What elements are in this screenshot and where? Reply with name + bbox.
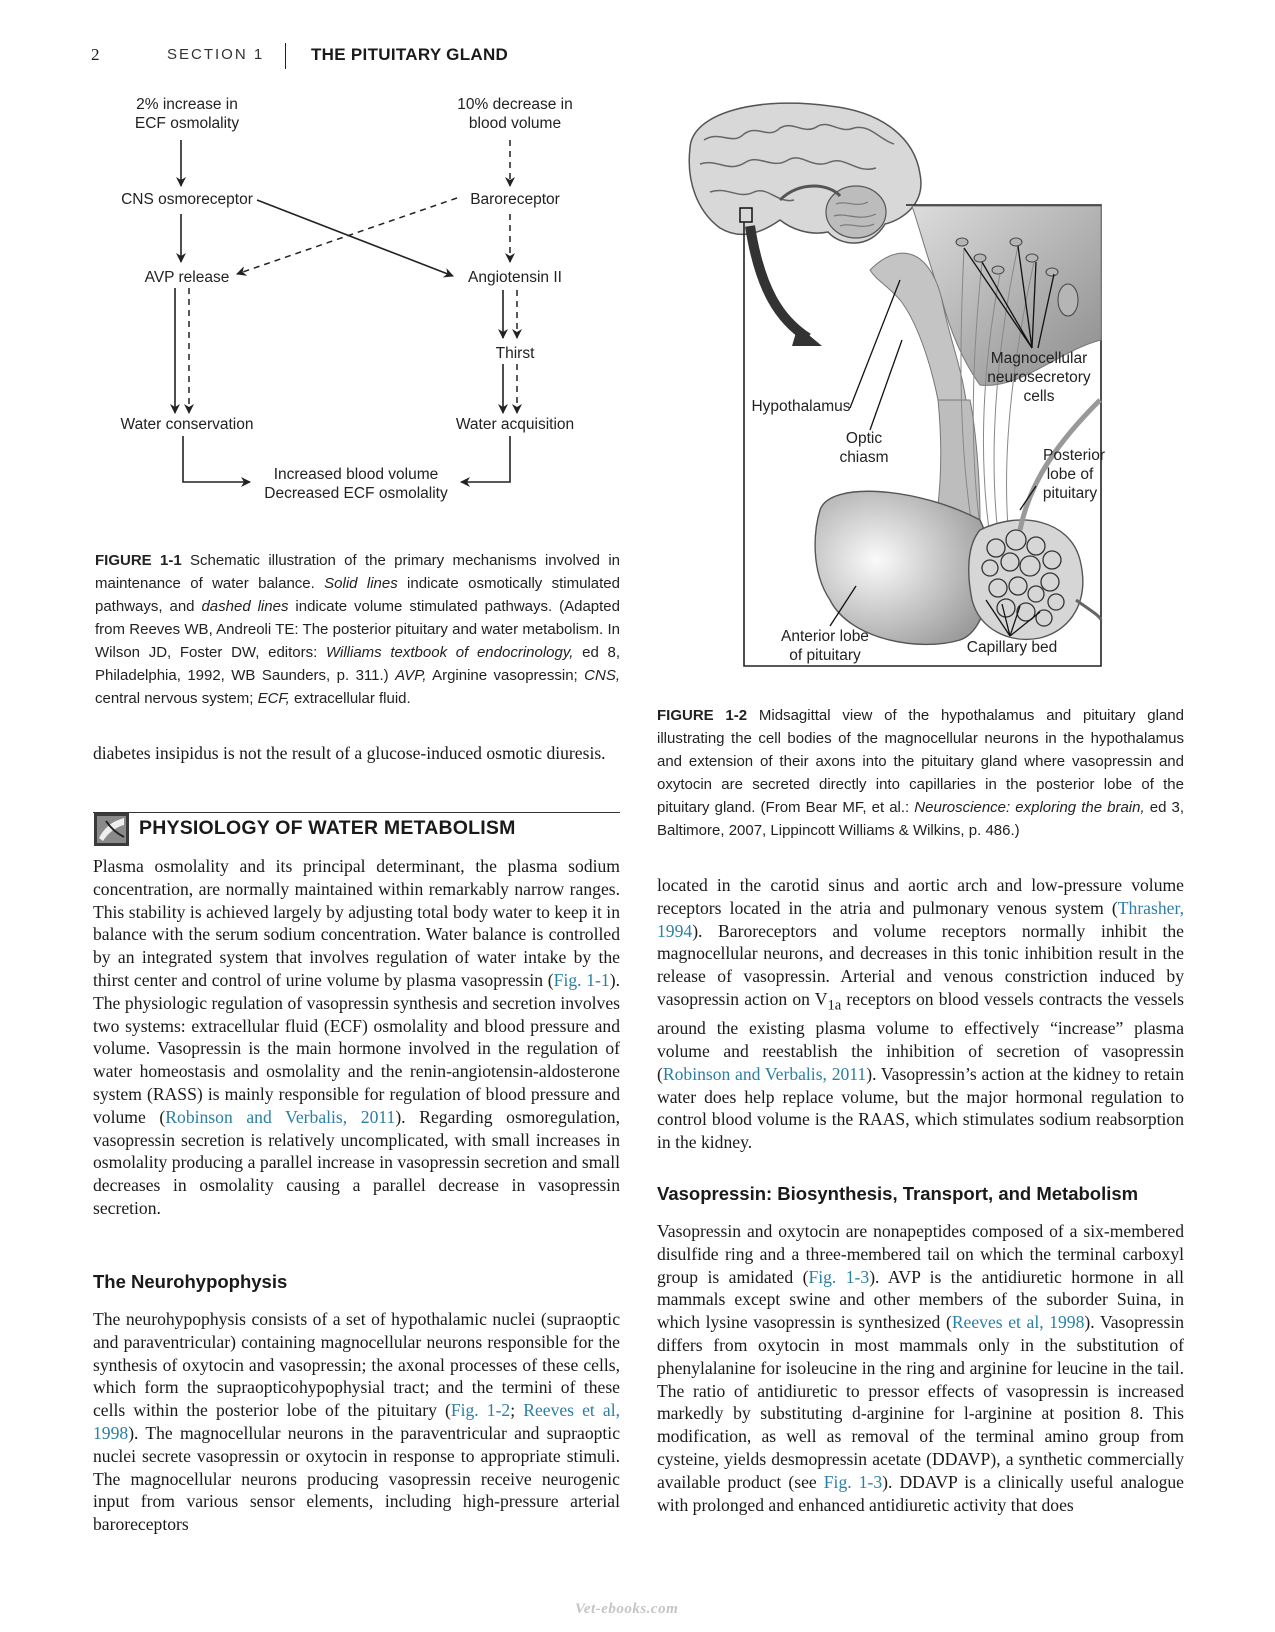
arrow-acq-to-result — [461, 436, 510, 482]
link-fig-1-3[interactable]: Fig. 1-3 — [808, 1266, 870, 1287]
header-divider — [285, 43, 286, 69]
caption-text: central nervous system; — [95, 690, 258, 707]
link-fig-1-2[interactable]: Fig. 1-2 — [450, 1400, 511, 1421]
node-result-line1: Increased blood volume — [273, 466, 439, 483]
label-magnocellular-3: cells — [1023, 388, 1055, 405]
body-text: ). DDAVP is a clinically useful analogue with prolonged and enhanced antidiuretic activity that does — [657, 1471, 1184, 1515]
subscript: 1a — [827, 997, 842, 1014]
node-ecf-line1: 2% increase in — [136, 96, 238, 113]
node-blood-line1: 10% decrease in — [457, 96, 573, 113]
body-text: ). Vasopressin differs from oxytocin in most mammals only in the substitution of phenylalanine for isoleucine in the ring and arginine for leucine in the tail. The ratio of antidiuretic to pressor effects of vasopressin is increased markedly by substituting d-arginine for l-arginine at position 8. This modification, as well as removal of the terminal amino group from cysteine, yields desmopressin acetate (DDAVP), a synthetic commercially available product (see — [657, 1312, 1184, 1492]
caption-book-title: Neuroscience: exploring the brain, — [914, 799, 1145, 816]
caption-text: ed 3, Baltimore, 2007, Lippincott Williams & Wilkins, p. 486.) — [657, 799, 1185, 839]
node-water-conservation: Water conservation — [120, 416, 254, 433]
body-text: ). Regarding osmoregulation, vasopressin secretion is relatively uncomplicated, with small increases in osmolality producing a parallel increase in vasopressin secretion and small decreases in osmolality causing a parallel decrease in vasopressin secretion. — [93, 1106, 621, 1218]
subheading-vasopressin: Vasopressin: Biosynthesis, Transport, and Metabolism — [657, 1183, 1139, 1204]
link-thrasher-1994[interactable]: Thrasher, 1994 — [657, 897, 1184, 941]
label-magnocellular-1: Magnocellular — [990, 350, 1088, 367]
section-label: SECTION 1 — [167, 46, 265, 63]
paragraph-neurohypophysis — [93, 1308, 620, 1536]
caption-abbrev: ECF, — [257, 690, 290, 707]
body-text: ). Vasopressin’s action at the kidney to retain water does help replace volume, but the major hormonal regulation to control blood volume is the RAAS, which stimulates sodium reabsorption in the kidney. — [657, 1063, 1184, 1153]
caption-text: extracellular fluid. — [289, 690, 411, 707]
node-ecf-line2: ECF osmolality — [134, 115, 240, 132]
caption-text: Arginine vasopressin; — [426, 667, 585, 684]
figure-1-2-illustration — [680, 100, 1186, 696]
node-angiotensin: Angiotensin II — [468, 269, 562, 286]
figure-1-1-diagram — [95, 92, 635, 532]
label-posterior-1: Posterior — [1042, 447, 1106, 464]
caption-italic: Solid lines — [324, 575, 398, 592]
body-text: Vasopressin and oxytocin are nonapeptides composed of a six-membered disulfide ring and a three-membered tail on which the terminal carboxyl group is amidated ( — [657, 1221, 1184, 1287]
label-hypothalamus: Hypothalamus — [751, 398, 851, 415]
figure-1-2-caption — [657, 704, 1184, 842]
arrow-cns-to-angiotensin — [257, 200, 453, 276]
link-fig-1-1[interactable]: Fig. 1-1 — [553, 969, 610, 990]
link-fig-1-3[interactable]: Fig. 1-3 — [823, 1471, 883, 1492]
caption-label: FIGURE 1-2 — [657, 707, 748, 724]
paragraph-vasopressin — [657, 1220, 1184, 1516]
node-avp-release: AVP release — [144, 269, 230, 286]
link-robinson-verbalis[interactable]: Robinson and Verbalis, 2011 — [662, 1063, 867, 1084]
figure-1-1-caption — [95, 549, 620, 710]
link-robinson-verbalis[interactable]: Robinson and Verbalis, 2011 — [165, 1106, 396, 1127]
label-optic-2: chiasm — [839, 449, 889, 466]
paragraph-water-metabolism — [93, 855, 620, 1220]
body-text: The neurohypophysis consists of a set of hypothalamic nuclei (supraoptic and paraventricular) containing magnocellular neurons responsible for the synthesis of oxytocin and vasopressin; the axonal processes of these cells, which form the supraopticohypophysial tract; and the termini of these cells within the posterior lobe of the pituitary ( — [93, 1309, 620, 1421]
section-icon — [94, 813, 129, 846]
brain-inset — [689, 103, 921, 243]
dashed-baro-to-avp — [237, 198, 457, 274]
label-optic-1: Optic — [845, 430, 883, 447]
page-number: 2 — [91, 45, 100, 64]
label-anterior-2: of pituitary — [789, 647, 861, 664]
caption-abbrev: AVP, — [395, 667, 427, 684]
section-rule — [93, 812, 620, 813]
caption-text: Schematic illustration of the primary mechanisms involved in maintenance of water balance. — [95, 552, 620, 592]
label-magnocellular-2: neurosecretory — [987, 369, 1091, 386]
caption-text: indicate volume stimulated pathways. (Adapted from Reeves WB, Andreoli TE: The posterior pituitary and water metabolism. In Wilson JD, Foster DW, editors: — [95, 598, 620, 661]
node-blood-line2: blood volume — [468, 115, 562, 132]
body-text: receptors on blood vessels contracts the vessels around the existing plasma volume to effectively “increase” plasma volume and reestablish the inhibition of secretion of vasopressin ( — [657, 988, 1184, 1084]
label-anterior-1: Anterior lobe — [781, 628, 869, 645]
intro-paragraph: diabetes insipidus is not the result of a glucose-induced osmotic diuresis. — [93, 743, 606, 763]
caption-label: FIGURE 1-1 — [95, 552, 182, 569]
node-result-line2: Decreased ECF osmolality — [264, 485, 448, 502]
body-text: ). Baroreceptors and volume receptors normally inhibit the magnocellular neurons, and decreases in this tonic inhibition result in the release of vasopressin. Arterial and venous constriction induced by vasopressin action on V — [657, 920, 1184, 1009]
node-cns-osmoreceptor: CNS osmoreceptor — [121, 191, 253, 208]
body-text: ). The magnocellular neurons in the paraventricular and supraoptic nuclei secrete vasopressin or oxytocin in response to appropriate stimuli. The magnocellular neurons producing vasopressin receive neurogenic input from various sensor elements, including high-pressure arterial baroreceptors — [93, 1422, 620, 1535]
link-reeves-1998[interactable]: Reeves et al, 1998 — [951, 1312, 1085, 1333]
caption-text: Midsagittal view of the hypothalamus and pituitary gland illustrating the cell bodies of the magnocellular neurons in the hypothalamus and extension of their axons into the pituitary gland where vasopressin and oxytocin are secreted directly into capillaries in the posterior lobe of the pituitary gland. (From Bear MF, et al.: — [657, 707, 1184, 816]
caption-text: ed 8, Philadelphia, 1992, WB Saunders, p. 311.) — [95, 644, 620, 684]
label-posterior-3: pituitary — [1042, 485, 1098, 502]
node-thirst: Thirst — [495, 345, 535, 362]
label-posterior-2: lobe of — [1046, 466, 1094, 483]
zoom-arrow — [750, 226, 808, 338]
body-text: ). The physiologic regulation of vasopressin synthesis and secretion involves two systems: extracellular fluid (ECF) osmolality and blood pressure and volume. Vasopressin is the main hormone involved in the regulation of water homeostasis and osmolality and the renin-angiotensin-aldosterone system (RASS) is mainly responsible for regulation of blood pressure and volume ( — [93, 969, 620, 1127]
body-text: ; — [510, 1400, 524, 1421]
caption-text: indicate osmotically stimulated pathways, and — [95, 575, 620, 615]
caption-italic: dashed lines — [201, 598, 289, 615]
node-water-acquisition: Water acquisition — [455, 416, 575, 433]
footer-watermark: Vet-ebooks.com — [575, 1601, 679, 1617]
running-title: THE PITUITARY GLAND — [311, 45, 509, 64]
arrow-conservation-to-result — [183, 436, 250, 482]
node-baroreceptor: Baroreceptor — [470, 191, 560, 208]
link-reeves-1998[interactable]: Reeves et al, 1998 — [93, 1400, 620, 1443]
paragraph-baroreceptors — [657, 874, 1184, 1154]
label-capillary-bed: Capillary bed — [966, 639, 1058, 656]
anterior-lobe — [815, 491, 990, 644]
caption-abbrev: CNS, — [584, 667, 620, 684]
body-text: located in the carotid sinus and aortic arch and low-pressure volume receptors located in the atria and pulmonary venous system ( — [657, 875, 1184, 918]
subheading-neurohypophysis: The Neurohypophysis — [93, 1271, 288, 1292]
body-text: ). AVP is the antidiuretic hormone in all mammals except swine and other members of the suborder Suina, in which lysine vasopressin is synthesized ( — [657, 1266, 1184, 1333]
section-heading: PHYSIOLOGY OF WATER METABOLISM — [139, 817, 516, 839]
caption-book-title: Williams textbook of endocrinology, — [325, 644, 574, 661]
body-text: Plasma osmolality and its principal determinant, the plasma sodium concentration, are normally maintained within remarkably narrow ranges. This stability is achieved largely by adjusting total body water to keep it in balance with the serum sodium concentration. Water balance is controlled by an integrated system that involves regulation of water intake by the thirst center and control of urine volume by plasma vasopressin ( — [93, 856, 620, 990]
